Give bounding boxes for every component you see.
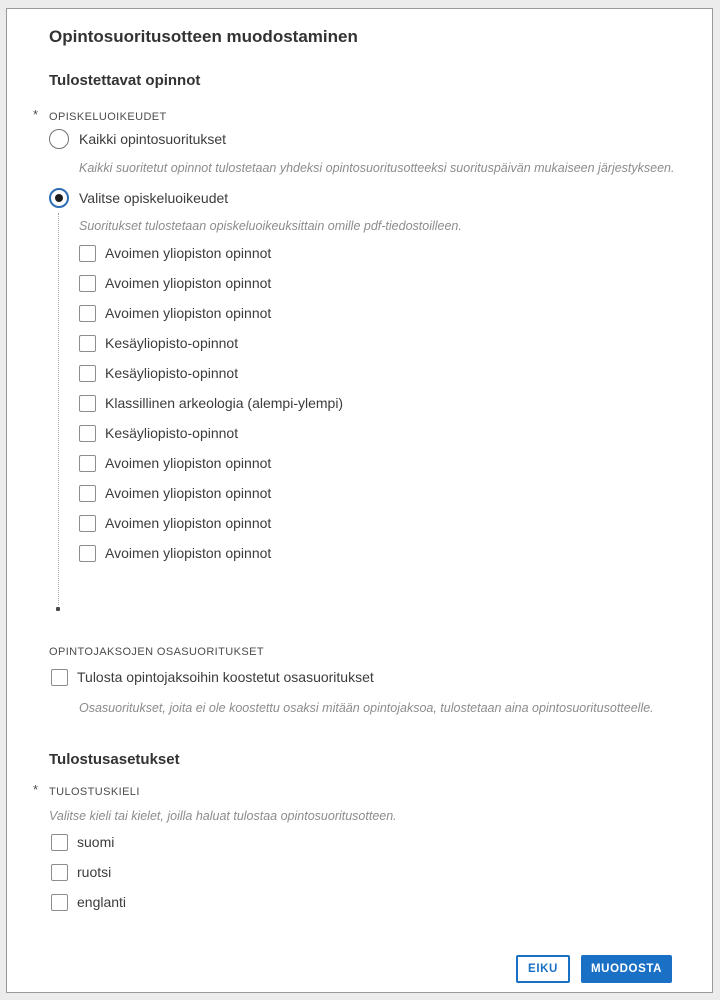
checkbox-icon[interactable]	[79, 395, 96, 412]
checkbox-label: Kesäyliopisto-opinnot	[105, 425, 239, 441]
checkbox-icon[interactable]	[79, 365, 96, 382]
checkbox-label: Avoimen yliopiston opinnot	[105, 455, 272, 471]
field-label-study-rights: OPISKELUOIKEUDET	[49, 111, 167, 123]
checkbox-label: Kesäyliopisto-opinnot	[105, 365, 239, 381]
language-checkbox-row[interactable]	[51, 857, 126, 887]
checkbox-label: Avoimen yliopiston opinnot	[105, 305, 272, 321]
selected-option-guide-line	[58, 213, 59, 605]
study-right-checkbox-row[interactable]	[79, 358, 343, 388]
checkbox-label: englanti	[77, 894, 127, 910]
study-right-checkbox-list	[79, 238, 343, 568]
radio-icon-selected[interactable]	[49, 188, 69, 208]
language-checkbox-list	[51, 827, 126, 917]
checkbox-icon[interactable]	[79, 245, 96, 262]
checkbox-icon[interactable]	[51, 894, 68, 911]
checkbox-icon[interactable]	[51, 864, 68, 881]
checkbox-label: Avoimen yliopiston opinnot	[105, 245, 272, 261]
section-heading-printable-studies: Tulostettavat opinnot	[49, 72, 201, 89]
study-right-checkbox-row[interactable]	[79, 298, 343, 328]
submit-button[interactable]: MUODOSTA	[581, 955, 672, 983]
radio-label: Valitse opiskeluoikeudet	[79, 190, 229, 206]
helper-text-select-study-rights: Suoritukset tulostetaan opiskeluoikeuksittain omille pdf-tiedostoilleen.	[79, 219, 462, 233]
checkbox-label: Kesäyliopisto-opinnot	[105, 335, 239, 351]
section-heading-print-settings: Tulostusasetukset	[49, 751, 180, 768]
checkbox-icon[interactable]	[79, 545, 96, 562]
field-label-partial-credits: OPINTOJAKSOJEN OSASUORITUKSET	[49, 646, 264, 658]
language-checkbox-row[interactable]	[51, 887, 126, 917]
study-right-checkbox-row[interactable]	[79, 478, 343, 508]
study-right-checkbox-row[interactable]	[79, 328, 343, 358]
checkbox-label: Tulosta opintojaksoihin koostetut osasuoritukset	[77, 669, 374, 685]
required-marker: *	[33, 107, 39, 122]
checkbox-label: Avoimen yliopiston opinnot	[105, 275, 272, 291]
study-right-checkbox-row[interactable]	[79, 268, 343, 298]
checkbox-label: suomi	[77, 834, 115, 850]
study-right-checkbox-row[interactable]	[79, 238, 343, 268]
checkbox-icon[interactable]	[79, 455, 96, 472]
checkbox-icon[interactable]	[79, 425, 96, 442]
helper-text-all-credits: Kaikki suoritetut opinnot tulostetaan yhdeksi opintosuoritusotteeksi suorituspäivän mukaiseen järjestykseen.	[79, 161, 675, 175]
checkbox-label: ruotsi	[77, 864, 112, 880]
checkbox-icon[interactable]	[51, 834, 68, 851]
checkbox-label: Klassillinen arkeologia (alempi-ylempi)	[105, 395, 344, 411]
study-right-checkbox-row[interactable]	[79, 388, 343, 418]
checkbox-label: Avoimen yliopiston opinnot	[105, 515, 272, 531]
helper-text-partial-credits: Osasuoritukset, joita ei ole koostettu osaksi mitään opintojaksoa, tulostetaan aina opintosuoritusotteelle.	[79, 701, 654, 715]
radio-label: Kaikki opintosuoritukset	[79, 131, 227, 147]
radio-icon-unselected[interactable]	[49, 129, 69, 149]
checkbox-icon[interactable]	[79, 515, 96, 532]
checkbox-icon[interactable]	[79, 485, 96, 502]
checkbox-icon[interactable]	[79, 305, 96, 322]
study-right-checkbox-row[interactable]	[79, 448, 343, 478]
checkbox-label: Avoimen yliopiston opinnot	[105, 545, 272, 561]
cancel-button[interactable]: EIKU	[516, 955, 570, 983]
transcript-dialog	[6, 8, 713, 993]
study-right-checkbox-row[interactable]	[79, 418, 343, 448]
required-marker: *	[33, 782, 39, 797]
field-label-print-language: TULOSTUSKIELI	[49, 786, 140, 798]
partial-credits-checkbox-row[interactable]	[51, 665, 374, 689]
checkbox-icon[interactable]	[51, 669, 68, 686]
page-title: Opintosuoritusotteen muodostaminen	[49, 27, 358, 46]
study-right-checkbox-row[interactable]	[79, 538, 343, 568]
checkbox-icon[interactable]	[79, 335, 96, 352]
checkbox-label: Avoimen yliopiston opinnot	[105, 485, 272, 501]
checkbox-icon[interactable]	[79, 275, 96, 292]
radio-option-select-study-rights[interactable]	[49, 188, 228, 208]
language-checkbox-row[interactable]	[51, 827, 126, 857]
radio-option-all-credits[interactable]	[49, 129, 226, 149]
helper-text-print-language: Valitse kieli tai kielet, joilla haluat tulostaa opintosuoritusotteen.	[49, 809, 397, 823]
study-right-checkbox-row[interactable]	[79, 508, 343, 538]
